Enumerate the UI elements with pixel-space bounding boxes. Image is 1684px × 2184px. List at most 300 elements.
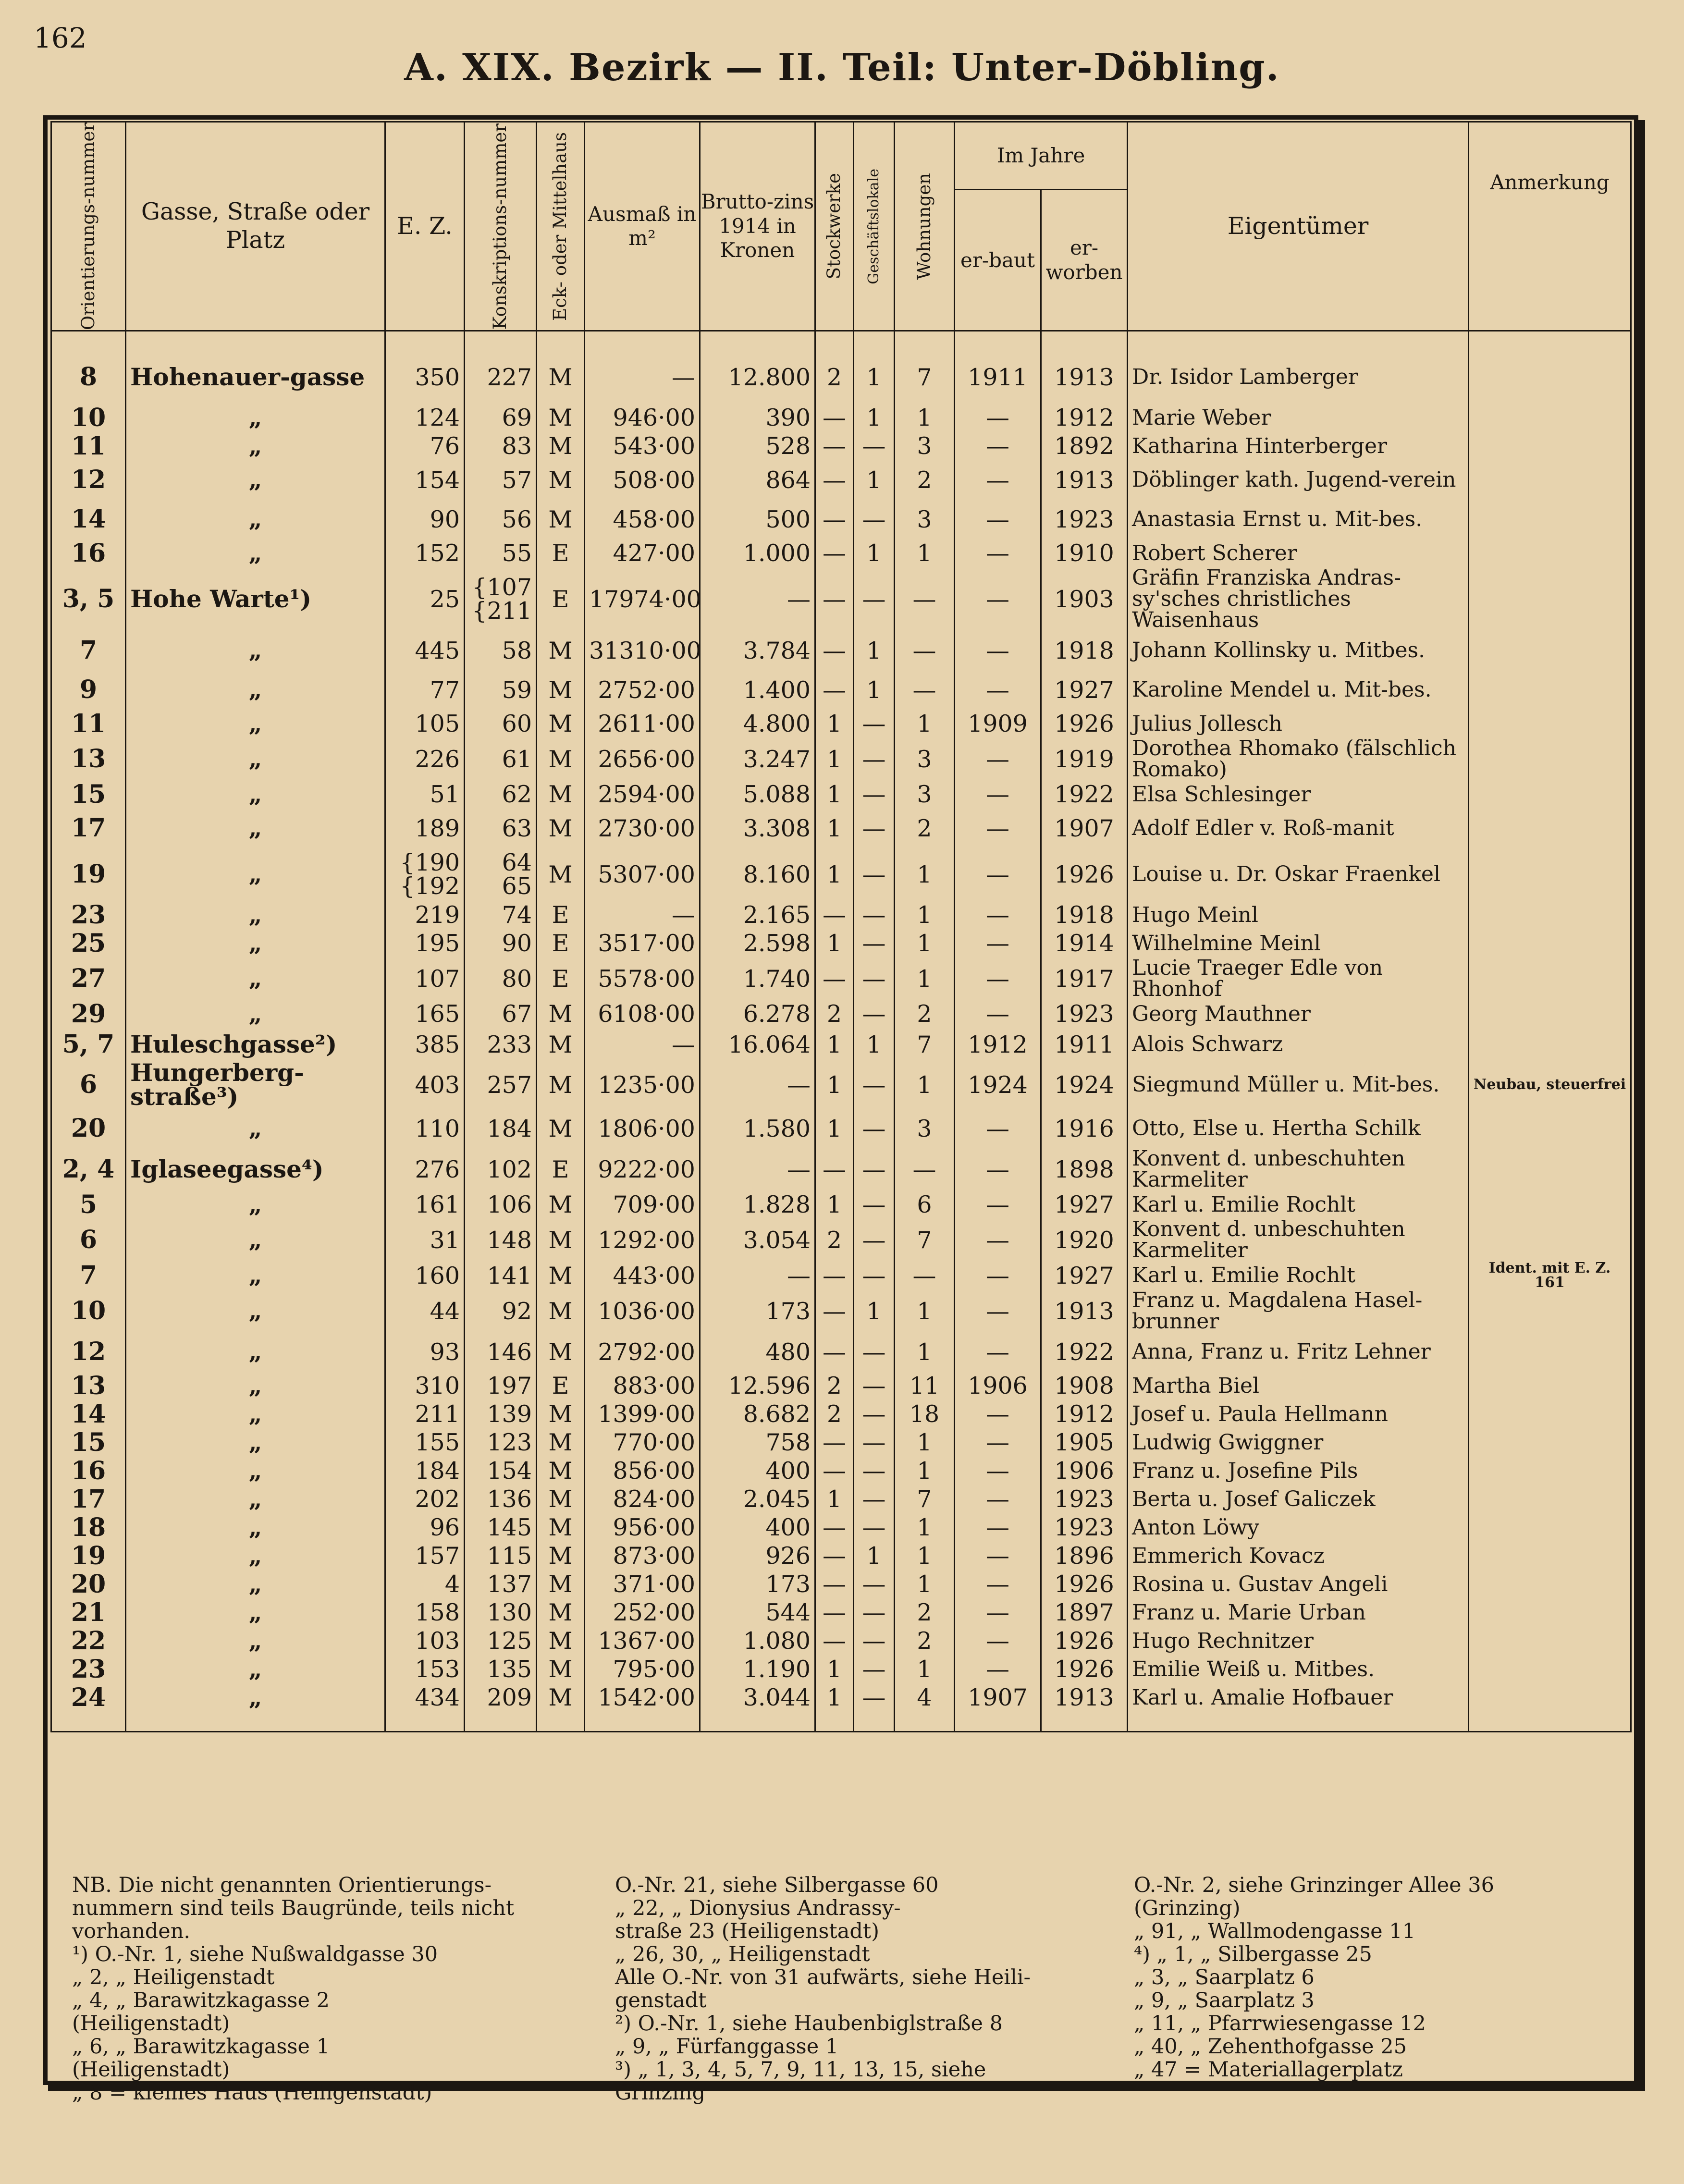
cell-note: [1469, 1109, 1631, 1148]
cell-ez: 157: [385, 1542, 465, 1570]
cell-wo: 1: [895, 929, 955, 957]
cell-gl: —: [854, 1190, 895, 1219]
cell-bz: —: [700, 1261, 815, 1290]
cell-eb: —: [955, 1542, 1041, 1570]
table-row: [51, 1290, 1631, 1332]
cell-aus: —: [585, 901, 700, 929]
footnote-line: (Grinzing): [1134, 1896, 1241, 1920]
cell-ew: 1913: [1041, 460, 1128, 500]
cell-onr: 27: [51, 957, 126, 1000]
cell-st: —: [815, 1513, 854, 1542]
cell-street: „: [126, 1332, 385, 1372]
cell-em: M: [537, 1332, 585, 1372]
cell-st: 1: [815, 848, 854, 901]
table-row: [51, 1428, 1631, 1457]
cell-eb: —: [955, 1655, 1041, 1683]
cell-own: Louise u. Dr. Oskar Fraenkel: [1128, 848, 1469, 901]
cell-wo: 3: [895, 780, 955, 809]
table-row: [51, 1332, 1631, 1372]
cell-wo: 1: [895, 1428, 955, 1457]
table-row: [51, 331, 1631, 404]
cell-st: 1: [815, 1028, 854, 1061]
cell-note: [1469, 1513, 1631, 1542]
cell-street: Hohenauer-gasse: [126, 331, 385, 404]
cell-st: 2: [815, 331, 854, 404]
cell-st: —: [815, 1542, 854, 1570]
cell-eb: —: [955, 1332, 1041, 1372]
cell-ez: 226: [385, 738, 465, 780]
cell-bz: 6.278: [700, 1000, 815, 1028]
cell-own: Julius Jollesch: [1128, 710, 1469, 738]
cell-ew: 1924: [1041, 1061, 1128, 1109]
cell-wo: 1: [895, 710, 955, 738]
cell-bz: 2.045: [700, 1485, 815, 1513]
cell-ez: 158: [385, 1598, 465, 1627]
cell-street: „: [126, 929, 385, 957]
cell-gl: —: [854, 738, 895, 780]
cell-onr: 29: [51, 1000, 126, 1028]
cell-gl: 1: [854, 331, 895, 404]
cell-bz: —: [700, 1148, 815, 1190]
cell-street: „: [126, 1428, 385, 1457]
cell-bz: 3.044: [700, 1683, 815, 1712]
cell-street: „: [126, 1457, 385, 1485]
cell-note: [1469, 1457, 1631, 1485]
cell-gl: —: [854, 1109, 895, 1148]
table-row: [51, 710, 1631, 738]
cell-gl: —: [854, 1457, 895, 1485]
cell-ew: 1914: [1041, 929, 1128, 957]
cell-street: „: [126, 1290, 385, 1332]
cell-bz: 926: [700, 1542, 815, 1570]
cell-em: E: [537, 1148, 585, 1190]
cell-own: Dr. Isidor Lamberger: [1128, 331, 1469, 404]
footnote-line: genstadt: [615, 1988, 707, 2012]
cell-own: Elsa Schlesinger: [1128, 780, 1469, 809]
cell-own: Karoline Mendel u. Mit-bes.: [1128, 670, 1469, 710]
table-row: [51, 1061, 1631, 1109]
cell-note: Ident. mit E. Z. 161: [1469, 1261, 1631, 1290]
cell-eb: —: [955, 670, 1041, 710]
cell-ew: 1923: [1041, 1485, 1128, 1513]
cell-eb: —: [955, 901, 1041, 929]
table-row: [51, 1028, 1631, 1061]
cell-ez: 44: [385, 1290, 465, 1332]
cell-st: —: [815, 1570, 854, 1598]
cell-onr: 11: [51, 432, 126, 460]
cell-ez: 276: [385, 1148, 465, 1190]
cell-own: Siegmund Müller u. Mit-bes.: [1128, 1061, 1469, 1109]
cell-gl: —: [854, 1598, 895, 1627]
cell-ew: 1926: [1041, 848, 1128, 901]
cell-own: Hugo Meinl: [1128, 901, 1469, 929]
cell-note: [1469, 1627, 1631, 1655]
cell-ew: 1923: [1041, 1513, 1128, 1542]
cell-st: 2: [815, 1400, 854, 1428]
cell-eb: —: [955, 460, 1041, 500]
cell-ew: 1905: [1041, 1428, 1128, 1457]
cell-ew: 1912: [1041, 1400, 1128, 1428]
cell-note: [1469, 1683, 1631, 1712]
cell-onr: 5, 7: [51, 1028, 126, 1061]
cell-st: —: [815, 539, 854, 567]
cell-kn: 123: [465, 1428, 537, 1457]
cell-aus: 252·00: [585, 1598, 700, 1627]
cell-onr: 7: [51, 631, 126, 670]
cell-ez: 93: [385, 1332, 465, 1372]
cell-street: „: [126, 1000, 385, 1028]
cell-eb: —: [955, 780, 1041, 809]
cell-note: [1469, 1372, 1631, 1400]
cell-wo: 1: [895, 539, 955, 567]
cell-st: —: [815, 631, 854, 670]
cell-eb: 1911: [955, 331, 1041, 404]
cell-aus: 2594·00: [585, 780, 700, 809]
cell-note: [1469, 1655, 1631, 1683]
cell-onr: 23: [51, 1655, 126, 1683]
cell-gl: 1: [854, 1028, 895, 1061]
cell-aus: —: [585, 331, 700, 404]
cell-street: „: [126, 1683, 385, 1712]
cell-gl: 1: [854, 539, 895, 567]
cell-eb: —: [955, 539, 1041, 567]
cell-gl: —: [854, 1000, 895, 1028]
cell-note: [1469, 780, 1631, 809]
table-row: [51, 1598, 1631, 1627]
cell-em: M: [537, 1598, 585, 1627]
cell-eb: —: [955, 1261, 1041, 1290]
cell-note: [1469, 1542, 1631, 1570]
cell-ez: 103: [385, 1627, 465, 1655]
cell-note: [1469, 738, 1631, 780]
cell-ew: 1923: [1041, 1000, 1128, 1028]
cell-ez: 434: [385, 1683, 465, 1712]
cell-onr: 3, 5: [51, 567, 126, 631]
table-row: [51, 670, 1631, 710]
cell-st: 1: [815, 1485, 854, 1513]
cell-ew: 1903: [1041, 567, 1128, 631]
cell-street: „: [126, 710, 385, 738]
property-table: [50, 121, 1632, 1732]
cell-bz: 1.580: [700, 1109, 815, 1148]
cell-st: 2: [815, 1372, 854, 1400]
cell-ez: 403: [385, 1061, 465, 1109]
cell-ew: 1922: [1041, 780, 1128, 809]
footnote-line: „ 47 = Materiallagerplatz: [1134, 2058, 1403, 2082]
cell-ew: 1927: [1041, 670, 1128, 710]
cell-ew: 1926: [1041, 1570, 1128, 1598]
cell-kn: 55: [465, 539, 537, 567]
cell-aus: 709·00: [585, 1190, 700, 1219]
cell-street: „: [126, 1485, 385, 1513]
cell-ew: 1919: [1041, 738, 1128, 780]
cell-ez: 105: [385, 710, 465, 738]
cell-st: —: [815, 460, 854, 500]
cell-ew: 1927: [1041, 1190, 1128, 1219]
cell-wo: 1: [895, 901, 955, 929]
header-im-jahre: Im Jahre: [955, 122, 1128, 190]
cell-kn: 184: [465, 1109, 537, 1148]
cell-ew: 1896: [1041, 1542, 1128, 1570]
cell-ez: 110: [385, 1109, 465, 1148]
cell-bz: 1.080: [700, 1627, 815, 1655]
cell-bz: 758: [700, 1428, 815, 1457]
cell-kn: 59: [465, 670, 537, 710]
table-row: [51, 1683, 1631, 1712]
cell-bz: —: [700, 567, 815, 631]
cell-aus: 3517·00: [585, 929, 700, 957]
cell-ez: 76: [385, 432, 465, 460]
cell-st: —: [815, 500, 854, 539]
cell-note: [1469, 539, 1631, 567]
cell-own: Gräfin Franziska Andras-sy'sches christliches Waisenhaus: [1128, 567, 1469, 631]
cell-eb: 1907: [955, 1683, 1041, 1712]
cell-eb: —: [955, 1000, 1041, 1028]
cell-own: Adolf Edler v. Roß-manit: [1128, 809, 1469, 848]
cell-kn: 135: [465, 1655, 537, 1683]
table-row: [51, 1485, 1631, 1513]
cell-own: Konvent d. unbeschuhten Karmeliter: [1128, 1219, 1469, 1261]
table-row: [51, 901, 1631, 929]
cell-ew: 1926: [1041, 1655, 1128, 1683]
cell-aus: 856·00: [585, 1457, 700, 1485]
cell-eb: —: [955, 432, 1041, 460]
cell-aus: 9222·00: [585, 1148, 700, 1190]
cell-onr: 12: [51, 460, 126, 500]
cell-note: [1469, 1485, 1631, 1513]
cell-gl: —: [854, 901, 895, 929]
cell-em: M: [537, 1683, 585, 1712]
cell-note: [1469, 1332, 1631, 1372]
table-row: [51, 929, 1631, 957]
cell-onr: 16: [51, 539, 126, 567]
table-row: [51, 1627, 1631, 1655]
cell-ew: 1911: [1041, 1028, 1128, 1061]
cell-aus: 883·00: [585, 1372, 700, 1400]
footnote-line: „ 91, „ Wallmodengasse 11: [1134, 1919, 1416, 1943]
cell-wo: 3: [895, 1109, 955, 1148]
cell-gl: —: [854, 1627, 895, 1655]
cell-note: [1469, 567, 1631, 631]
cell-st: 1: [815, 1190, 854, 1219]
footnote-line: „ 26, 30, „ Heiligenstadt: [615, 1942, 870, 1966]
cell-em: M: [537, 809, 585, 848]
cell-wo: 11: [895, 1372, 955, 1400]
cell-gl: —: [854, 1332, 895, 1372]
cell-em: M: [537, 1485, 585, 1513]
cell-kn: 83: [465, 432, 537, 460]
header-wohnungen: Wohnungen: [895, 122, 955, 331]
cell-onr: 12: [51, 1332, 126, 1372]
cell-ew: 1918: [1041, 631, 1128, 670]
table-row: [51, 631, 1631, 670]
cell-em: M: [537, 1428, 585, 1457]
cell-own: Alois Schwarz: [1128, 1028, 1469, 1061]
table-row: [51, 1148, 1631, 1190]
cell-gl: —: [854, 1148, 895, 1190]
cell-bz: 1.400: [700, 670, 815, 710]
cell-st: —: [815, 1457, 854, 1485]
cell-gl: 1: [854, 1542, 895, 1570]
header-erbaut: er-baut: [955, 190, 1041, 331]
cell-bz: 2.598: [700, 929, 815, 957]
cell-ez: 31: [385, 1219, 465, 1261]
footnote-line: straße 23 (Heiligenstadt): [615, 1919, 879, 1943]
page-title: A. XIX. Bezirk — II. Teil: Unter-Döbling.: [404, 46, 1280, 89]
cell-bz: 400: [700, 1457, 815, 1485]
cell-ez: 165: [385, 1000, 465, 1028]
cell-aus: 2656·00: [585, 738, 700, 780]
cell-own: Katharina Hinterberger: [1128, 432, 1469, 460]
cell-onr: 7: [51, 1261, 126, 1290]
cell-own: Georg Mauthner: [1128, 1000, 1469, 1028]
cell-eb: —: [955, 500, 1041, 539]
cell-street: „: [126, 957, 385, 1000]
cell-wo: 1: [895, 1655, 955, 1683]
cell-em: M: [537, 1190, 585, 1219]
header-orientierungsnummer: Orientierungs-nummer: [51, 122, 126, 331]
cell-ew: 1897: [1041, 1598, 1128, 1627]
cell-ew: 1920: [1041, 1219, 1128, 1261]
cell-bz: 12.596: [700, 1372, 815, 1400]
cell-ew: 1922: [1041, 1332, 1128, 1372]
table-row: [51, 1219, 1631, 1261]
cell-kn: 64 65: [465, 848, 537, 901]
cell-ew: 1907: [1041, 809, 1128, 848]
cell-em: E: [537, 901, 585, 929]
footnote-line: „ 22, „ Dionysius Andrassy-: [615, 1896, 901, 1920]
footnote-line: nummern sind teils Baugründe, teils nicht: [72, 1896, 515, 1920]
cell-ez: 161: [385, 1190, 465, 1219]
cell-onr: 19: [51, 1542, 126, 1570]
cell-kn: 80: [465, 957, 537, 1000]
cell-kn: 58: [465, 631, 537, 670]
cell-own: Lucie Traeger Edle von Rhonhof: [1128, 957, 1469, 1000]
cell-ew: 1926: [1041, 1627, 1128, 1655]
cell-onr: 6: [51, 1061, 126, 1109]
cell-gl: —: [854, 1219, 895, 1261]
footnote-line: „ 9, „ Saarplatz 3: [1134, 1988, 1315, 2012]
cell-gl: —: [854, 1400, 895, 1428]
cell-em: M: [537, 1400, 585, 1428]
table-row: [51, 957, 1631, 1000]
footnote-line: Alle O.-Nr. von 31 aufwärts, siehe Heili-: [615, 1965, 1031, 1989]
cell-ew: 1913: [1041, 331, 1128, 404]
cell-em: M: [537, 1061, 585, 1109]
cell-street: „: [126, 1627, 385, 1655]
cell-gl: —: [854, 1485, 895, 1513]
cell-kn: 146: [465, 1332, 537, 1372]
cell-st: —: [815, 1428, 854, 1457]
cell-onr: 14: [51, 500, 126, 539]
cell-bz: 544: [700, 1598, 815, 1627]
cell-em: M: [537, 670, 585, 710]
cell-em: M: [537, 1109, 585, 1148]
cell-em: M: [537, 1261, 585, 1290]
cell-st: 1: [815, 710, 854, 738]
cell-street: „: [126, 1109, 385, 1148]
cell-wo: 7: [895, 1219, 955, 1261]
cell-ez: 51: [385, 780, 465, 809]
cell-wo: —: [895, 1148, 955, 1190]
cell-aus: 1399·00: [585, 1400, 700, 1428]
cell-gl: —: [854, 710, 895, 738]
footnote-line: (Heiligenstadt): [72, 2058, 230, 2082]
cell-bz: 528: [700, 432, 815, 460]
cell-kn: 148: [465, 1219, 537, 1261]
cell-wo: 7: [895, 1028, 955, 1061]
cell-em: M: [537, 404, 585, 432]
cell-bz: 500: [700, 500, 815, 539]
cell-street: Iglaseegasse⁴): [126, 1148, 385, 1190]
cell-street: „: [126, 432, 385, 460]
cell-em: M: [537, 631, 585, 670]
cell-kn: 257: [465, 1061, 537, 1109]
header-stockwerke: Stockwerke: [815, 122, 854, 331]
footnotes-col1: [72, 1874, 514, 2104]
cell-ew: 1912: [1041, 404, 1128, 432]
cell-onr: 17: [51, 809, 126, 848]
cell-aus: 946·00: [585, 404, 700, 432]
cell-kn: 125: [465, 1627, 537, 1655]
cell-onr: 24: [51, 1683, 126, 1712]
cell-ew: 1913: [1041, 1683, 1128, 1712]
cell-onr: 18: [51, 1513, 126, 1542]
cell-aus: 2752·00: [585, 670, 700, 710]
cell-ew: 1927: [1041, 1261, 1128, 1290]
cell-onr: 25: [51, 929, 126, 957]
cell-kn: 130: [465, 1598, 537, 1627]
cell-wo: 1: [895, 1290, 955, 1332]
cell-st: 1: [815, 1655, 854, 1683]
cell-onr: 8: [51, 331, 126, 404]
cell-ew: 1923: [1041, 500, 1128, 539]
cell-eb: 1924: [955, 1061, 1041, 1109]
cell-own: Johann Kollinsky u. Mitbes.: [1128, 631, 1469, 670]
cell-kn: 197: [465, 1372, 537, 1400]
cell-eb: —: [955, 1428, 1041, 1457]
cell-street: Huleschgasse²): [126, 1028, 385, 1061]
cell-street: „: [126, 1372, 385, 1400]
cell-note: [1469, 1570, 1631, 1598]
cell-kn: 139: [465, 1400, 537, 1428]
cell-bz: 400: [700, 1513, 815, 1542]
footnote-line: NB. Die nicht genannten Orientierungs-: [72, 1873, 492, 1897]
cell-wo: 1: [895, 1513, 955, 1542]
cell-st: —: [815, 1332, 854, 1372]
cell-em: M: [537, 848, 585, 901]
cell-wo: 2: [895, 1000, 955, 1028]
cell-ew: 1916: [1041, 1109, 1128, 1148]
cell-onr: 6: [51, 1219, 126, 1261]
cell-street: „: [126, 1190, 385, 1219]
cell-wo: 3: [895, 432, 955, 460]
frame-shadow-right: [1638, 120, 1645, 2090]
cell-own: Rosina u. Gustav Angeli: [1128, 1570, 1469, 1598]
table-row: [51, 1109, 1631, 1148]
cell-aus: 5307·00: [585, 848, 700, 901]
cell-eb: 1912: [955, 1028, 1041, 1061]
cell-bz: 8.160: [700, 848, 815, 901]
cell-wo: —: [895, 567, 955, 631]
cell-em: M: [537, 460, 585, 500]
cell-note: [1469, 929, 1631, 957]
cell-kn: 92: [465, 1290, 537, 1332]
cell-ew: 1892: [1041, 432, 1128, 460]
cell-own: Emilie Weiß u. Mitbes.: [1128, 1655, 1469, 1683]
cell-own: Anastasia Ernst u. Mit-bes.: [1128, 500, 1469, 539]
cell-bz: 2.165: [700, 901, 815, 929]
